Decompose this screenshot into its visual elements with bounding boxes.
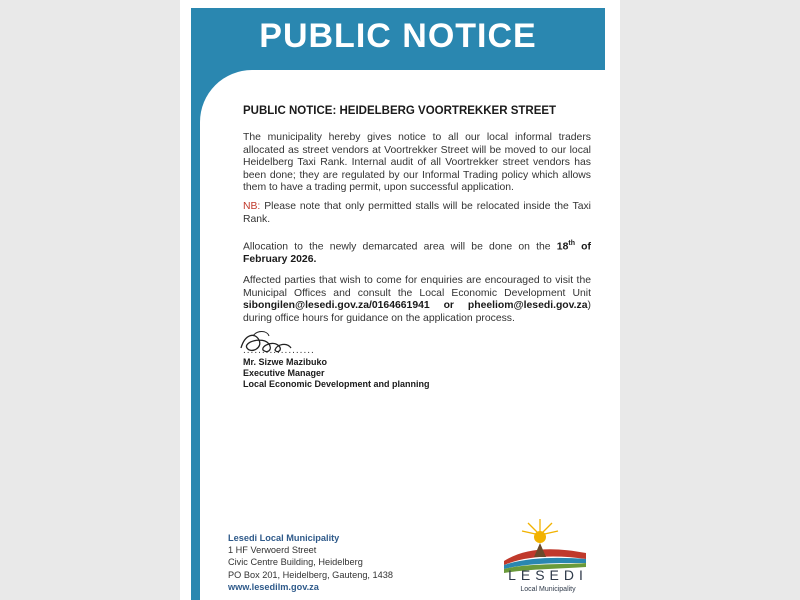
notice-banner — [191, 8, 605, 600]
logo-subtitle: Local Municipality — [520, 586, 576, 593]
lesedi-logo-icon — [498, 517, 598, 597]
enquiries-contacts: sibongilen@lesedi.gov.za/0164661941 or pheeliom@lesedi.gov.za — [243, 300, 588, 311]
signer-block — [243, 357, 430, 390]
allocation-date-day: 18 — [556, 241, 569, 253]
paragraph-allocation — [243, 238, 591, 266]
nb-label: NB: — [243, 201, 261, 212]
allocation-date-rest: of February 2026. — [243, 241, 591, 265]
logo-word: LESEDI — [508, 567, 588, 583]
banner-title: PUBLIC NOTICE — [259, 17, 537, 55]
signer-name: Mr. Sizwe Mazibuko — [243, 357, 328, 367]
footer-address-line-1: 1 HF Verwoerd Street — [228, 545, 317, 556]
enquiries-text: Affected parties that wish to come for enquiries are encouraged to visit the Municipal Offices and consult the Local Economic Development Unit — [243, 275, 591, 299]
footer-org: Lesedi Local Municipality — [228, 533, 340, 543]
signature-line: ................... — [243, 345, 315, 356]
footer-website: www.lesedilm.gov.za — [228, 581, 319, 592]
nb-text: Please note that only permitted stalls will be relocated inside the Taxi Rank. — [243, 201, 591, 225]
paragraph-nb — [243, 201, 591, 226]
paragraph-enquiries — [243, 275, 591, 325]
allocation-date-suffix: th — [568, 240, 575, 247]
footer-address-line-2: Civic Centre Building, Heidelberg — [228, 557, 363, 568]
paragraph-relocation: The municipality hereby gives notice to all our local informal traders allocated as street vendors at Voortrekker Street will be moved to our local Heidelberg Taxi Rank. Internal audit of all Voortrekker street vendors has been done; they are regulated by our Informal Trading policy which allows them to have a trading permit, upon successful application. — [243, 132, 591, 193]
signer-title: Executive Manager — [243, 368, 325, 378]
footer-address — [228, 532, 428, 593]
enquiries-tail: ) during office hours for guidance on the application process. — [243, 300, 591, 324]
notice-heading: PUBLIC NOTICE: HEIDELBERG VOORTREKKER STREET — [243, 105, 557, 117]
signer-department: Local Economic Development and planning — [243, 379, 430, 389]
footer-address-line-3: PO Box 201, Heidelberg, Gauteng, 1438 — [228, 569, 393, 580]
allocation-prefix: Allocation to the newly demarcated area will be done on the — [243, 241, 557, 253]
document-page — [180, 0, 620, 600]
